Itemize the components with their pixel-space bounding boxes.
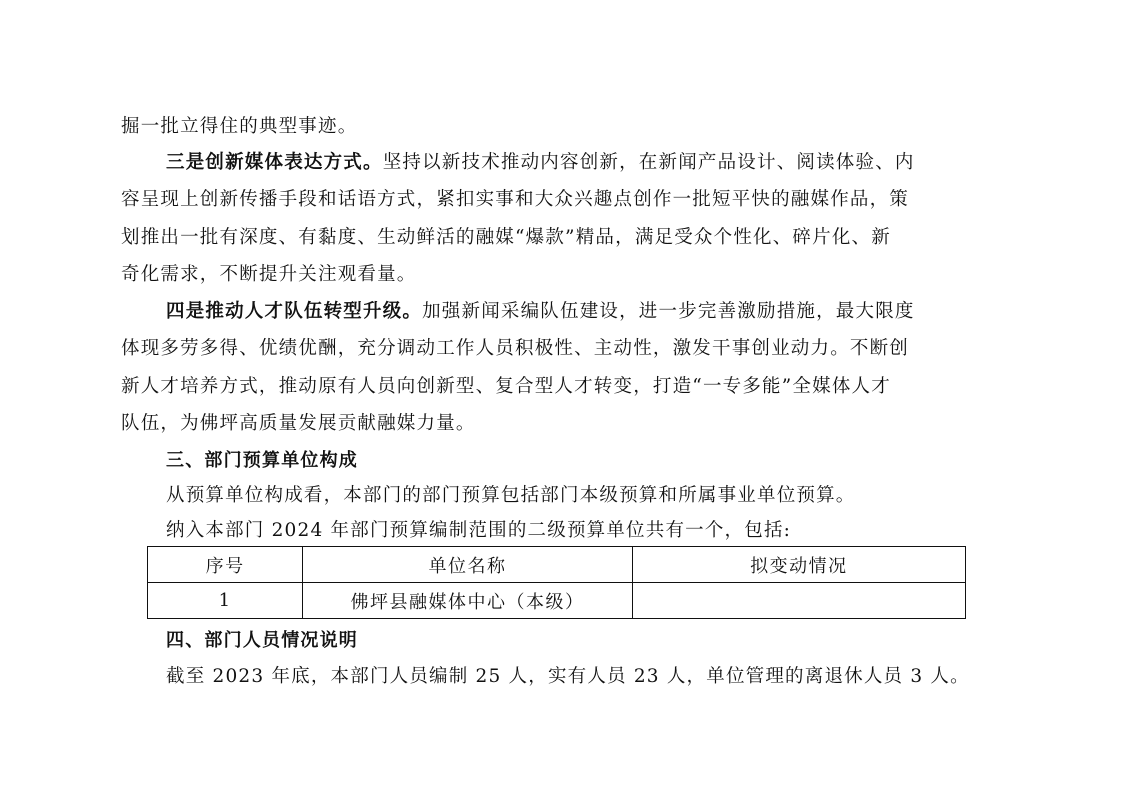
paragraph-lead-bold: 三是创新媒体表达方式。 <box>166 152 383 173</box>
text-line: 队伍，为佛坪高质量发展贡献融媒力量。 <box>121 413 476 434</box>
text-line: 划推出一批有深度、有黏度、生动鲜活的融媒“爆款”精品，满足受众个性化、碎片化、新 <box>121 227 891 248</box>
text-line: 掘一批立得住的典型事迹。 <box>121 116 358 137</box>
paragraph-text: 加强新闻采编队伍建设，进一步完善激励措施，最大限度 <box>422 301 915 322</box>
paragraph-text: 坚持以新技术推动内容创新，在新闻产品设计、阅读体验、内 <box>382 152 915 173</box>
table-cell: 佛坪县融媒体中心（本级） <box>303 583 632 619</box>
text-line: 容呈现上创新传播手段和话语方式，紧扣实事和大众兴趣点创作一批短平快的融媒作品，策 <box>121 189 910 210</box>
paragraph-line <box>166 299 981 325</box>
column-header: 单位名称 <box>303 547 632 583</box>
column-header: 拟变动情况 <box>632 547 965 583</box>
text-line: 截至 2023 年底，本部门人员编制 25 人，实有人员 23 人，单位管理的离退休人员 3 人。 <box>166 666 970 687</box>
table-row <box>148 583 966 619</box>
column-header: 序号 <box>148 547 303 583</box>
text-line: 纳入本部门 2024 年部门预算编制范围的二级预算单位共有一个，包括: <box>166 520 792 541</box>
table-cell <box>632 583 965 619</box>
text-line: 奇化需求，不断提升关注观看量。 <box>121 264 417 285</box>
paragraph-lead-bold: 四是推动人才队伍转型升级。 <box>166 301 423 322</box>
text-line: 新人才培养方式，推动原有人员向创新型、复合型人才转变，打造“一专多能”全媒体人才 <box>121 376 891 397</box>
text-line: 体现多劳多得、优绩优酬，充分调动工作人员积极性、主动性，激发干事创业动力。不断创 <box>121 338 910 359</box>
section-heading: 四、部门人员情况说明 <box>166 630 358 651</box>
section-heading: 三、部门预算单位构成 <box>166 450 358 471</box>
budget-units-table <box>147 546 966 619</box>
table-cell: 1 <box>148 583 303 619</box>
table-header-row <box>148 547 966 583</box>
text-line: 从预算单位构成看，本部门的部门预算包括部门本级预算和所属事业单位预算。 <box>166 485 856 506</box>
paragraph-line <box>166 150 981 176</box>
